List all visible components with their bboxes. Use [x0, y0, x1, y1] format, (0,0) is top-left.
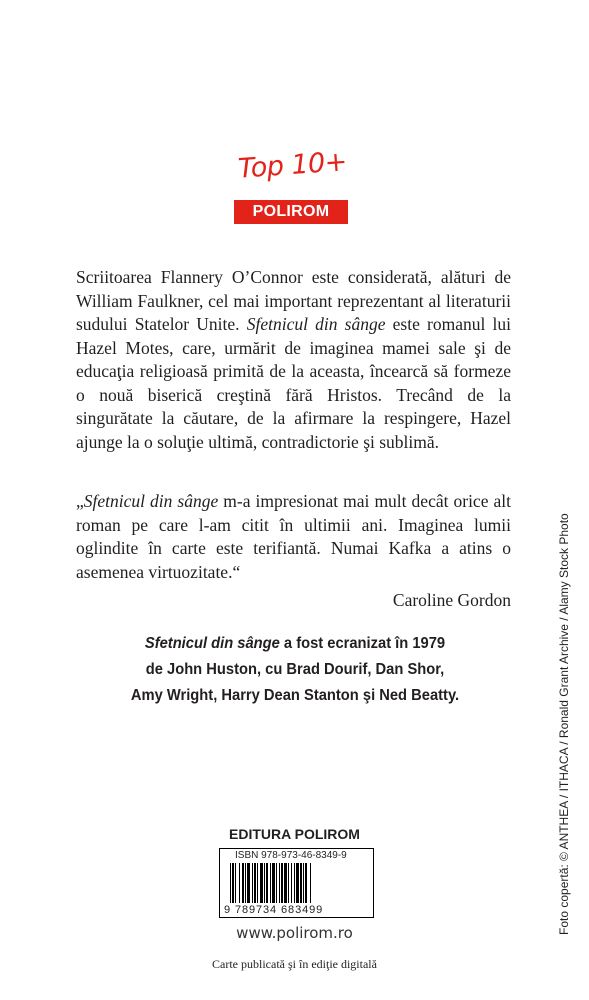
barcode-bars — [230, 863, 364, 903]
ean-digits: 9 789734 683499 — [224, 904, 324, 916]
digital-edition-note: Carte publicată şi în ediţie digitală — [212, 957, 377, 971]
quote-author: Caroline Gordon — [392, 590, 511, 610]
publisher-website: www.polirom.ro — [236, 924, 353, 942]
quote-book-title: Sfetnicul din sânge — [83, 491, 219, 511]
series-logo-top10: Top 10+ — [237, 146, 348, 185]
film-line-2: de John Huston, cu Brad Dourif, Dan Shor, — [145, 661, 445, 678]
description-part-1: Scriitoarea Flannery O’Connor este considerată, alături de William Faulkner, cel mai important reprezentant al literaturii sudului Statelor Unite. — [76, 267, 511, 334]
quote-open-mark: „ — [76, 491, 84, 511]
credit-sources: ANTHEA / ITHACA / Ronald Grant Archive / Alamy Stock Photo — [557, 513, 571, 850]
isbn-barcode — [219, 848, 374, 918]
film-adaptation-note — [88, 631, 502, 709]
publisher-name: EDITURA POLIROM — [229, 826, 360, 842]
film-line-3: Amy Wright, Harry Dean Stanton şi Ned Beatty. — [130, 687, 460, 704]
isbn-number: ISBN 978-973-46-8349-9 — [235, 850, 347, 861]
series-publisher-badge: POLIROM — [234, 200, 348, 224]
book-description — [76, 266, 511, 454]
review-quote — [76, 490, 511, 584]
description-book-title: Sfetnicul din sânge — [246, 314, 386, 334]
film-line-1-text: a fost ecranizat în 1979 — [279, 635, 446, 652]
film-line-1 — [88, 631, 502, 657]
credit-prefix: Foto copertă: © — [557, 849, 571, 935]
cover-photo-credit — [557, 235, 571, 935]
film-book-title: Sfetnicul din sânge — [144, 635, 280, 652]
quote-text: m-a impresionat mai mult decât orice alt roman pe care l-am citit în ultimii ani. Imaginea lumii oglindite în carte este terifiantă. Numai Kafka a atins o asemenea virtuozitate.“ — [76, 491, 511, 582]
description-part-2: este romanul lui Hazel Motes, care, urmărit de imaginea mamei sale şi de educaţia religioasă primită de la aceasta, încearcă să formeze o nouă biserică creştină fără Hristos. Trecând de la singurătate la căutare, de la afirmare la respingere, Hazel ajunge la o soluţie ultimă, contradictorie şi sublimă. — [76, 314, 511, 452]
